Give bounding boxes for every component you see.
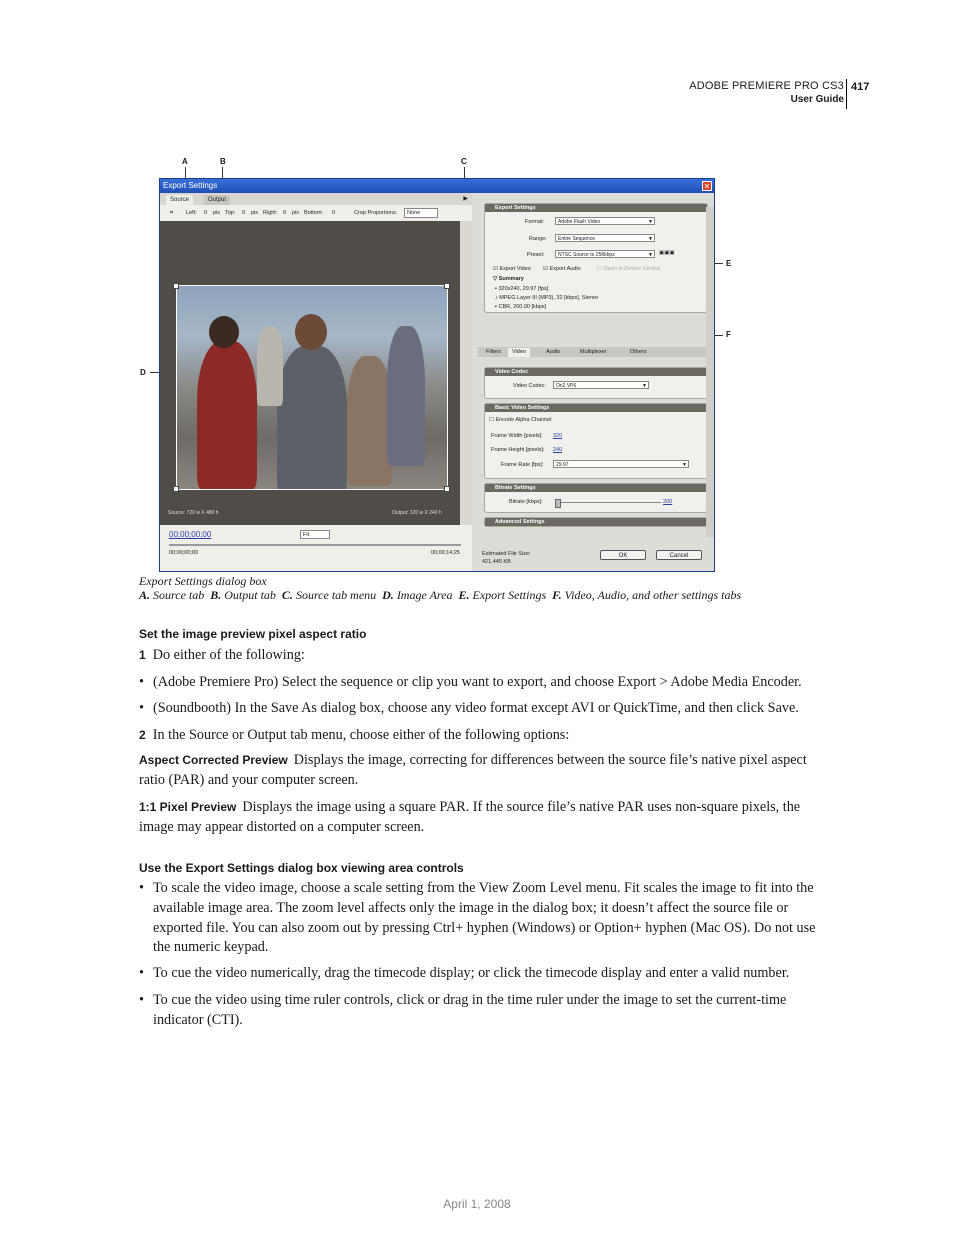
preset-buttons-icon[interactable]: ▣▣▣ [659,250,675,256]
summary-line-2: MPEG Layer III (MP3), 32 [kbps], Stereo [499,295,599,301]
crop-handle[interactable] [444,486,450,492]
bitrate-value[interactable]: 200 [663,499,673,505]
callout-e: E [726,259,732,268]
open-device-central-checkbox[interactable]: ☐ Open in Device Central [597,266,661,272]
running-header [689,80,844,105]
open-device-central-label: Open in Device Central [603,266,661,272]
caption-letter: D. [382,588,394,602]
advanced-settings-heading[interactable]: Advanced Settings [485,518,707,526]
bullet-icon: • [139,880,144,896]
caption-text: Image Area [396,588,453,602]
crop-top-label: Top: [225,210,236,216]
dialog-title: Export Settings [160,179,714,193]
export-video-label: Export Video [499,266,531,272]
bullet-icon: • [139,674,144,690]
cancel-button[interactable]: Cancel [656,550,702,560]
callout-c: C [461,157,467,166]
preset-label: Preset: [527,252,545,258]
callout-d: D [140,368,146,377]
time-start: 00;00;00;00 [169,550,199,556]
file-size-value: 421,445 KB [482,559,511,565]
caption-text: Output tab [224,588,276,602]
summary-toggle[interactable]: ▽ Summary [493,276,524,282]
tab-multiplexer[interactable]: Multiplexer [580,349,607,355]
crop-proportions-label: Crop Proportions: [354,210,398,216]
crop-left-unit: pix [213,210,221,216]
range-label: Range: [529,236,547,242]
list-item-text: To cue the video numerically, drag the timecode display; or click the timecode display and enter a valid number. [153,965,790,981]
caption-title: Export Settings dialog box [139,574,267,588]
step-1 [139,646,819,666]
basic-video-panel [484,403,708,479]
crop-right-value[interactable]: 0 [283,210,287,216]
step-number: 2 [139,728,146,742]
tab-output[interactable]: Output [204,195,230,205]
frame-height-value[interactable]: 240 [553,447,563,453]
tab-filters[interactable]: Filters [486,349,501,355]
summary-line-1: 320x240, 29.97 [fps] [498,286,549,292]
list-item-text: (Adobe Premiere Pro) Select the sequence or clip you want to export, and choose Export > Adobe Media Encoder. [153,674,802,690]
crop-bottom-value[interactable]: 0 [332,210,336,216]
export-settings-dialog [159,178,715,572]
person-figure [257,326,283,406]
source-dimensions: Source: 720 w X 480 h [168,510,219,516]
definition-term: Aspect Corrected Preview [139,753,288,767]
settings-scrollbar[interactable] [706,207,714,537]
list-item [139,879,819,958]
video-codec-label: Video Codec: [513,383,546,389]
format-select[interactable]: Adobe Flash Video ▼ [555,217,655,225]
caption-legend [139,588,741,602]
preview-pane [160,193,472,571]
callout-b: B [220,157,226,166]
caption-text: Source tab [153,588,205,602]
summary-line-3: CBR, 200.00 [kbps] [498,304,547,310]
header-divider [846,79,847,109]
file-size-label: Estimated File Size: [482,551,531,557]
export-video-checkbox[interactable]: ☑ Export Video [493,266,531,272]
person-head [209,316,239,348]
export-settings-heading: Export Settings [485,204,707,212]
settings-pane [472,193,714,571]
encode-alpha-checkbox[interactable]: ☐ Encode Alpha Channel [489,417,552,423]
time-ruler[interactable] [169,544,461,546]
close-icon[interactable]: ✕ [703,182,711,191]
summary-video: ▪ 320x240, 29.97 [fps] [495,286,549,292]
list-item [139,673,819,693]
bullet-icon: • [139,965,144,981]
frame-width-value[interactable]: 320 [553,433,563,439]
section-heading: Set the image preview pixel aspect ratio [139,627,367,641]
time-end: 00;00;14;25 [430,550,460,556]
crop-handle[interactable] [173,486,179,492]
crop-top-value[interactable]: 0 [242,210,246,216]
source-tab-menu-icon[interactable]: ▶ [463,196,468,202]
video-codec-select[interactable]: On2 VP6 ▼ [553,381,649,389]
tab-source[interactable]: Source [166,195,193,205]
export-settings-panel [484,203,708,313]
range-select[interactable]: Entire Sequence ▼ [555,234,655,242]
person-figure [197,341,257,490]
bitrate-slider-thumb[interactable] [555,499,561,508]
crop-left-value[interactable]: 0 [204,210,208,216]
settings-tabs [478,347,710,357]
basic-video-heading: Basic Video Settings [485,404,707,412]
export-audio-checkbox[interactable]: ☑ Export Audio [543,266,581,272]
bitrate-heading: Bitrate Settings [485,484,707,492]
crop-handle[interactable] [444,283,450,289]
person-head [295,314,327,350]
video-frame-image [176,285,448,490]
crop-proportions-select[interactable]: None [404,208,438,218]
crop-toolbar [160,205,472,222]
step-text: Do either of the following: [152,647,305,663]
list-item-text: To scale the video image, choose a scale setting from the View Zoom Level menu. Fit scales the image to fit into the available image area. The zoom level affects only the image in the dialog box; it doesn’t affect the source file or exported file. You can also zoom out by pressing Ctrl+ hyphen (Windows) or Option+ hyphen (Mac OS). Do not use the numeric keypad. [153,880,816,956]
person-figure [347,356,392,486]
figure-caption [139,574,741,602]
summary-audio: ♪ MPEG Layer III (MP3), 32 [kbps], Stereo [495,295,599,301]
crop-handle[interactable] [173,283,179,289]
step-2 [139,726,819,746]
crop-left-label: Left: [186,210,197,216]
format-label: Format: [525,219,544,225]
definition-term: 1:1 Pixel Preview [139,800,237,814]
ok-button[interactable]: OK [600,550,646,560]
export-audio-label: Export Audio [549,266,581,272]
definition-text: Displays the image, correcting for differences between the source file’s native pixel aspect ratio (PAR) and your computer screen. [139,752,807,788]
definition-text: Displays the image using a square PAR. If the source file’s native PAR uses non-square pixels, the image may appear distorted on a computer screen. [139,799,801,835]
callout-f: F [726,330,731,339]
crop-bottom-label: Bottom: [304,210,323,216]
bitrate-slider[interactable] [557,502,661,503]
tab-others[interactable]: Others [630,349,647,355]
bitrate-panel [484,483,708,513]
bullet-icon: • [139,992,144,1008]
frame-width-label: Frame Width [pixels]: [491,433,543,439]
timecode-display[interactable]: 00;00;00;00 [169,530,212,539]
header-subtitle: User Guide [790,94,844,105]
person-figure [387,326,425,466]
preview-tabs [160,193,472,205]
pane-divider[interactable] [460,221,472,525]
frame-height-label: Frame Height [pixels]: [491,447,545,453]
video-codec-heading: Video Codec [485,368,707,376]
list-item [139,991,819,1031]
bullet-icon: • [139,700,144,716]
image-area [160,221,460,525]
caption-letter: E. [458,588,470,602]
summary-bitrate: ▪ CBR, 200.00 [kbps] [495,304,547,310]
caption-letter: B. [210,588,222,602]
zoom-level-select[interactable]: Fit [300,530,330,539]
callout-a: A [182,157,188,166]
caption-text: Export Settings [472,588,547,602]
definition-aspect-corrected [139,751,819,791]
summary-label: Summary [498,276,524,282]
step-text: In the Source or Output tab menu, choose either of the following options: [152,727,570,743]
footer-date: April 1, 2008 [443,1197,511,1211]
bitrate-label: Bitrate [kbps]: [509,499,543,505]
caption-text: Source tab menu [295,588,377,602]
caption-letter: C. [281,588,293,602]
crop-top-unit: pix [251,210,259,216]
time-controls [160,525,472,571]
output-dimensions: Output: 320 w X 240 h [392,510,442,516]
advanced-settings-panel [484,517,708,527]
caption-letter: F. [552,588,562,602]
caption-letter: A. [139,588,151,602]
step-number: 1 [139,648,146,662]
crop-right-label: Right: [263,210,278,216]
crop-icon[interactable]: ⌗ [170,210,174,216]
section-heading: Use the Export Settings dialog box viewing area controls [139,861,464,875]
preset-select[interactable]: NTSC Source to 256kbps ▼ [555,250,655,258]
frame-rate-label: Frame Rate [fps]: [501,462,544,468]
caption-text: Video, Audio, and other settings tabs [564,588,742,602]
crop-right-unit: pix [292,210,300,216]
list-item [139,964,819,984]
tab-audio[interactable]: Audio [546,349,561,355]
definition-pixel-preview [139,798,819,838]
person-figure [277,346,347,490]
header-title: ADOBE PREMIERE PRO CS3 [689,80,844,92]
encode-alpha-label: Encode Alpha Channel [495,417,552,423]
list-item-text: To cue the video using time ruler controls, click or drag in the time ruler under the image to set the current-time indicator (CTI). [153,992,787,1028]
frame-rate-select[interactable]: 29.97 ▼ [553,460,689,468]
tab-video[interactable]: Video [508,348,530,357]
video-codec-panel [484,367,708,399]
list-item-text: (Soundbooth) In the Save As dialog box, choose any video format except AVI or QuickTime, and then click Save. [153,700,799,716]
list-item [139,699,819,719]
page-number: 417 [851,81,870,93]
